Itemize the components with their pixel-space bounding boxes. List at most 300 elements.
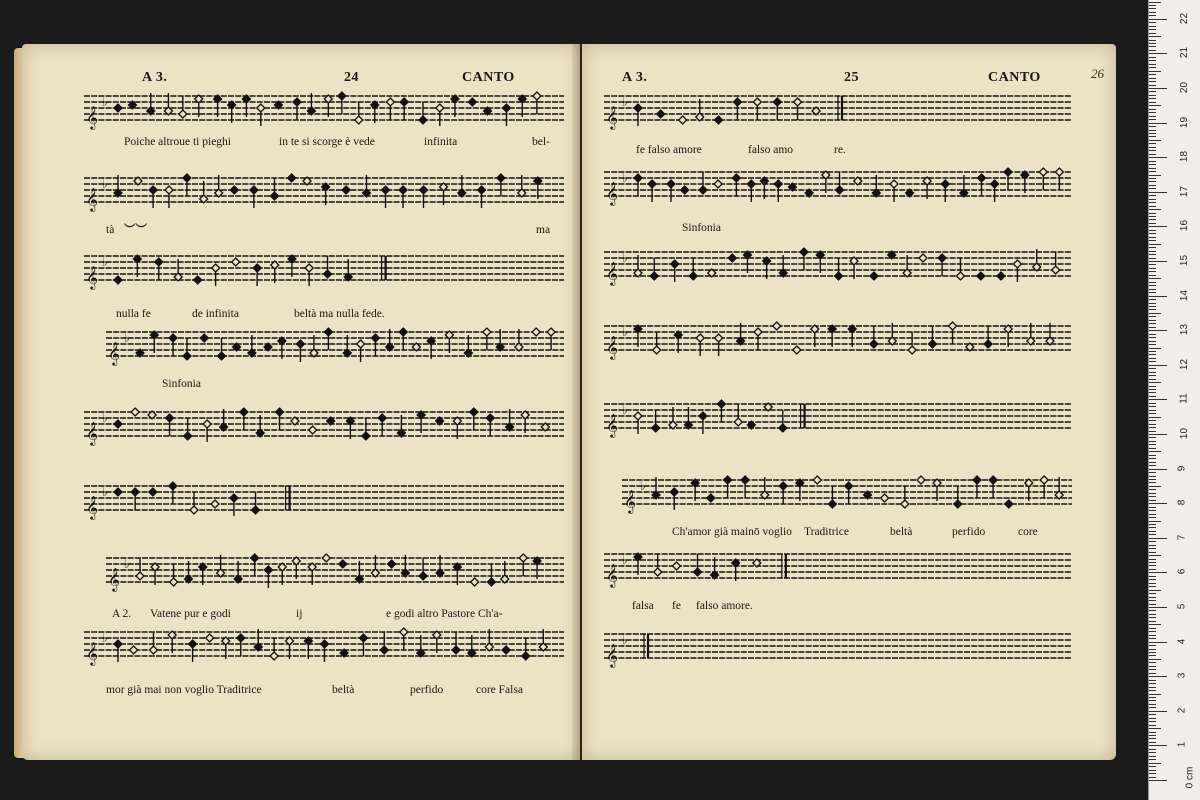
ruler-tick (1149, 40, 1156, 41)
ruler-tick (1149, 251, 1156, 252)
right-page-number: 25 (844, 70, 859, 85)
ruler-number: 22 (1179, 12, 1191, 24)
left-page (22, 44, 580, 760)
ruler-tick (1149, 403, 1156, 404)
ruler-tick (1149, 579, 1156, 580)
note-icon (114, 104, 122, 112)
ruler-tick (1149, 185, 1156, 186)
lyric-text: in te si scorge è vede (279, 136, 375, 148)
right-voices-label: A 3. (622, 70, 648, 85)
ruler-tick (1149, 500, 1156, 501)
treble-clef-icon: 𝄞 (606, 413, 618, 437)
ruler-number: 19 (1179, 116, 1191, 128)
ruler-tick (1149, 489, 1156, 490)
note-icon (165, 186, 173, 208)
lyric-text: nulla fe (116, 308, 151, 320)
ruler-tick (1149, 704, 1156, 705)
ruler-tick (1149, 161, 1156, 162)
note-icon (672, 562, 680, 570)
left-system-3 (84, 250, 564, 320)
ruler-tick (1149, 195, 1156, 196)
lyric-line: tà ︶︶ ma (106, 224, 551, 236)
right-system-4 (604, 320, 1072, 364)
ruler-tick (1149, 19, 1167, 20)
ruler-number: 9 (1176, 465, 1188, 471)
left-system-5 (84, 406, 564, 450)
ruler-tick (1149, 157, 1167, 158)
note-icon (114, 640, 122, 662)
note-icon (949, 322, 957, 344)
ruler-tick (1149, 316, 1156, 317)
ruler-tick (1149, 576, 1156, 577)
ruler-tick (1149, 348, 1161, 349)
note-icon (371, 334, 379, 356)
ruler-tick (1149, 46, 1156, 47)
note-icon (835, 258, 843, 280)
ruler-tick (1149, 669, 1156, 670)
note-icon (399, 186, 407, 208)
ruler-tick (1149, 424, 1156, 425)
ruler-tick (1149, 479, 1156, 480)
ruler-tick (1149, 534, 1156, 535)
ruler-number: 12 (1179, 358, 1191, 370)
ruler-tick (1149, 659, 1161, 660)
note-icon (984, 326, 992, 348)
note-icon (130, 646, 138, 654)
ruler-tick (1149, 694, 1161, 695)
note-icon (715, 334, 723, 356)
staff-svg (604, 628, 1072, 674)
note-icon (532, 328, 540, 336)
lyric-text: perfido (952, 526, 986, 538)
ruler-tick (1149, 71, 1161, 72)
ruler-tick (1149, 548, 1156, 549)
right-system-1 (604, 90, 1072, 156)
note-icon (189, 640, 197, 662)
ruler-tick (1149, 687, 1156, 688)
flat-sign-icon: ♭ (102, 177, 108, 191)
staff-svg (84, 626, 564, 672)
note-icon (293, 98, 301, 120)
ruler-tick (1149, 763, 1161, 764)
lyric-text: falso amore. (696, 600, 753, 612)
ruler-tick (1149, 745, 1167, 746)
ruler-tick (1149, 67, 1156, 68)
lyric-text: core (1018, 526, 1038, 538)
ruler-label: 0 cm (1184, 766, 1196, 789)
ruler-number: 10 (1179, 427, 1191, 440)
ruler-number: 17 (1179, 185, 1191, 197)
ruler-tick (1149, 524, 1156, 525)
note-icon (136, 558, 144, 580)
note-icon (131, 488, 139, 510)
ruler-tick (1149, 521, 1161, 522)
flat-sign-icon: ♭ (102, 255, 108, 269)
ruler-tick (1149, 119, 1156, 120)
note-icon (483, 328, 491, 350)
note-icon (320, 640, 328, 662)
note-icon (386, 98, 394, 120)
ruler-tick (1149, 559, 1156, 560)
ruler-tick (1149, 354, 1156, 355)
note-icon (991, 180, 999, 202)
lyric-line (106, 378, 564, 394)
note-icon (881, 494, 889, 502)
note-icon (470, 408, 478, 430)
ruler-tick (1149, 614, 1156, 615)
lyric-text: Ch'amor già mainō voglio (672, 526, 792, 538)
note-icon (547, 328, 555, 350)
flat-sign-icon: ♭ (124, 557, 130, 571)
note-icon (977, 272, 985, 280)
ruler-tick (1149, 749, 1156, 750)
note-icon (400, 628, 408, 650)
note-icon (183, 338, 191, 360)
ruler-tick (1149, 275, 1156, 276)
ruler-tick (1149, 361, 1156, 362)
note-icon (648, 180, 656, 202)
ruler-tick (1149, 209, 1161, 210)
ruler-tick (1149, 36, 1161, 37)
treble-clef-icon: 𝄞 (86, 641, 98, 665)
note-icon (155, 258, 163, 280)
lyric-line (84, 308, 564, 324)
ruler-tick (1149, 206, 1156, 207)
ruler-tick (1149, 330, 1167, 331)
note-icon (1039, 168, 1047, 190)
right-system-5 (604, 398, 1072, 442)
note-icon (149, 186, 157, 208)
ruler-tick (1149, 133, 1156, 134)
music-staff (84, 626, 564, 665)
note-icon (250, 186, 258, 208)
ruler-tick (1149, 476, 1156, 477)
lyric-text: core Falsa (476, 684, 523, 696)
note-icon (650, 258, 658, 280)
lyric-text: e godi altro Pastore Ch'a- (386, 608, 503, 620)
ruler-tick (1149, 413, 1156, 414)
lyric-line (604, 222, 1072, 238)
ruler-tick (1149, 337, 1156, 338)
note-icon (190, 492, 198, 514)
ruler-tick (1149, 240, 1156, 241)
note-icon (270, 178, 278, 200)
ruler-tick (1149, 341, 1156, 342)
note-icon (1004, 168, 1012, 190)
note-icon (522, 638, 530, 660)
staff-svg (84, 90, 564, 136)
ruler-tick (1149, 382, 1161, 383)
ruler-number: 8 (1176, 499, 1188, 506)
ruler-tick (1149, 711, 1167, 712)
treble-clef-icon: 𝄞 (606, 643, 618, 667)
note-icon (908, 332, 916, 354)
ruler-tick (1149, 74, 1156, 75)
ruler-tick (1149, 610, 1156, 611)
ruler-tick (1149, 680, 1156, 681)
note-icon (232, 258, 240, 266)
ruler-tick (1149, 303, 1156, 304)
note-icon (773, 98, 781, 120)
note-icon (699, 172, 707, 194)
ruler-tick (1149, 29, 1156, 30)
left-page-number: 24 (344, 70, 359, 85)
note-icon (322, 554, 330, 562)
ruler-tick (1149, 690, 1156, 691)
note-icon (696, 334, 704, 356)
ruler-tick (1149, 22, 1156, 23)
lyric-text: ij (296, 608, 303, 620)
note-icon (634, 104, 642, 126)
ruler-tick (1149, 130, 1156, 131)
music-staff (84, 406, 564, 445)
note-icon (169, 334, 177, 356)
note-icon (486, 414, 494, 436)
note-icon (681, 186, 689, 194)
note-icon (890, 180, 898, 202)
treble-clef-icon: 𝄞 (86, 421, 98, 445)
left-system-6 (84, 480, 564, 524)
flat-sign-icon: ♭ (124, 331, 130, 345)
ruler-number: 6 (1176, 569, 1188, 575)
note-icon (502, 646, 510, 654)
treble-clef-icon: 𝄞 (606, 261, 618, 285)
ruler-tick (1149, 732, 1156, 733)
note-icon (699, 412, 707, 434)
note-icon (917, 476, 925, 484)
note-icon (977, 174, 985, 196)
ruler-tick (1149, 565, 1156, 566)
ruler-tick (1149, 562, 1156, 563)
lyric-line (84, 136, 564, 152)
flat-sign-icon: ♭ (622, 325, 628, 339)
lyric-text: Poiche altroue ti pieghi (124, 136, 231, 148)
ruler-tick (1149, 171, 1156, 172)
lyric-text: fe falso amore (636, 144, 702, 156)
note-icon (653, 332, 661, 354)
ruler-tick (1149, 766, 1156, 767)
ruler-tick (1149, 213, 1156, 214)
note-icon (689, 258, 697, 280)
ruler-tick (1149, 431, 1156, 432)
ruler-tick (1149, 655, 1156, 656)
note-icon (634, 412, 642, 434)
note-icon (211, 500, 219, 508)
ruler-tick (1149, 192, 1167, 193)
note-icon (419, 558, 427, 580)
ruler-tick (1149, 85, 1156, 86)
ruler-tick (1149, 365, 1167, 366)
treble-clef-icon: 𝄞 (606, 181, 618, 205)
ruler-tick (1149, 368, 1156, 369)
right-page (582, 44, 1116, 760)
note-icon (774, 180, 782, 202)
ruler-tick (1149, 296, 1167, 297)
ruler-tick (1149, 427, 1156, 428)
ruler-tick (1149, 676, 1167, 677)
staff-svg (604, 320, 1072, 366)
flat-sign-icon: ♭ (102, 631, 108, 645)
right-system-7 (604, 548, 1072, 612)
ruler-tick (1149, 635, 1156, 636)
ruler-tick (1149, 624, 1161, 625)
ruler-number: 11 (1178, 393, 1190, 405)
note-icon (240, 408, 248, 430)
music-staff (604, 246, 1072, 285)
treble-clef-icon: 𝄞 (108, 341, 120, 365)
ruler-tick (1149, 434, 1167, 435)
ruler-tick (1149, 247, 1156, 248)
ruler-tick (1149, 379, 1156, 380)
lyric-line (604, 600, 1072, 616)
ruler-tick (1149, 555, 1161, 556)
flat-sign-icon: ♭ (622, 95, 628, 109)
ruler-tick (1149, 244, 1161, 245)
ruler-tick (1149, 237, 1156, 238)
staff-svg (106, 326, 564, 372)
treble-clef-icon: 𝄞 (86, 105, 98, 129)
ruler-tick (1149, 309, 1156, 310)
ruler-tick (1149, 53, 1167, 54)
lyric-text: de infinita (192, 308, 239, 320)
note-icon (657, 110, 665, 118)
right-system-8 (604, 628, 1072, 672)
note-icon (954, 486, 962, 508)
ruler-tick (1149, 399, 1167, 400)
ruler-tick (1149, 178, 1156, 179)
ruler-tick (1149, 458, 1156, 459)
music-staff (604, 548, 1072, 587)
note-icon (870, 326, 878, 348)
ruler-tick (1149, 175, 1161, 176)
ruler-tick (1149, 583, 1156, 584)
music-staff (106, 552, 564, 591)
note-icon (1055, 168, 1063, 190)
lyric-line (84, 684, 564, 700)
note-icon (114, 276, 122, 284)
ruler-tick (1149, 410, 1156, 411)
ruler-tick (1149, 396, 1156, 397)
left-voices-label: A 3. (142, 70, 168, 85)
ruler-number: 18 (1179, 151, 1191, 163)
flat-sign-icon: ♭ (622, 171, 628, 185)
ruler-tick (1149, 81, 1156, 82)
note-icon (941, 180, 949, 202)
ruler-tick (1149, 306, 1156, 307)
ruler-tick (1149, 728, 1161, 729)
note-icon (779, 482, 787, 504)
ruler-tick (1149, 441, 1156, 442)
note-icon (230, 494, 238, 516)
flat-sign-icon: ♭ (102, 485, 108, 499)
ruler-tick (1149, 514, 1156, 515)
left-system-7 (106, 552, 564, 620)
ruler-tick (1149, 278, 1161, 279)
lyric-text: Vatene pur e godi (150, 608, 231, 620)
note-icon (339, 560, 347, 568)
note-icon (733, 98, 741, 120)
note-icon (288, 174, 296, 182)
ruler-tick (1149, 271, 1156, 272)
ruler-tick (1149, 320, 1156, 321)
ruler-tick (1149, 116, 1156, 117)
note-icon (938, 254, 946, 276)
ruler-tick (1149, 697, 1156, 698)
note-icon (378, 414, 386, 436)
note-icon (169, 482, 177, 504)
ruler-tick (1149, 313, 1161, 314)
note-icon (380, 632, 388, 654)
note-icon (203, 420, 211, 442)
ruler-tick (1149, 105, 1161, 106)
ruler-tick (1149, 631, 1156, 632)
note-icon (997, 272, 1005, 280)
left-part-label: CANTO (462, 70, 515, 85)
note-icon (634, 174, 642, 196)
ruler-tick (1149, 503, 1167, 504)
ruler-tick (1149, 233, 1156, 234)
ruler-tick (1149, 43, 1156, 44)
lyric-text: re. (834, 144, 846, 156)
ruler-tick (1149, 597, 1156, 598)
ruler-number: 1 (1176, 742, 1188, 748)
ruler-tick (1149, 448, 1156, 449)
lyric-text: beltà ma nulla fede. (294, 308, 385, 320)
lyric-text: falsa (632, 600, 654, 612)
note-icon (989, 476, 997, 498)
note-icon (206, 634, 214, 642)
note-icon (487, 564, 495, 586)
ruler-tick (1149, 721, 1156, 722)
ruler-number: 16 (1179, 220, 1191, 232)
note-icon (836, 172, 844, 194)
open-book (14, 44, 1114, 764)
note-icon (230, 186, 238, 194)
ruler-tick (1149, 389, 1156, 390)
lyric-text: bel- (532, 136, 550, 148)
note-icon (253, 264, 261, 286)
note-icon (754, 328, 762, 350)
ruler-tick (1149, 289, 1156, 290)
ruler-tick (1149, 344, 1156, 345)
note-icon (773, 322, 781, 330)
ruler-tick (1149, 136, 1156, 137)
ruler-tick (1149, 292, 1156, 293)
ruler-tick (1149, 112, 1156, 113)
staff-svg (604, 548, 1072, 594)
ruler-tick (1149, 472, 1156, 473)
note-icon (251, 554, 259, 576)
note-icon (734, 404, 742, 426)
ruler-tick (1149, 12, 1156, 13)
note-icon (497, 174, 505, 196)
ruler-tick (1149, 375, 1156, 376)
ruler-tick (1149, 323, 1156, 324)
ruler-tick (1149, 299, 1156, 300)
ruler-tick (1149, 593, 1156, 594)
note-icon (732, 174, 740, 196)
treble-clef-icon: 𝄞 (606, 563, 618, 587)
ruler-number: 13 (1179, 324, 1191, 336)
ruler-tick (1149, 735, 1156, 736)
note-icon (252, 492, 260, 514)
ruler-tick (1149, 444, 1156, 445)
staff-svg (84, 406, 564, 452)
ruler-tick (1149, 604, 1156, 605)
note-icon (359, 634, 367, 656)
lyric-text: infinita (424, 136, 458, 148)
ruler-tick (1149, 91, 1156, 92)
